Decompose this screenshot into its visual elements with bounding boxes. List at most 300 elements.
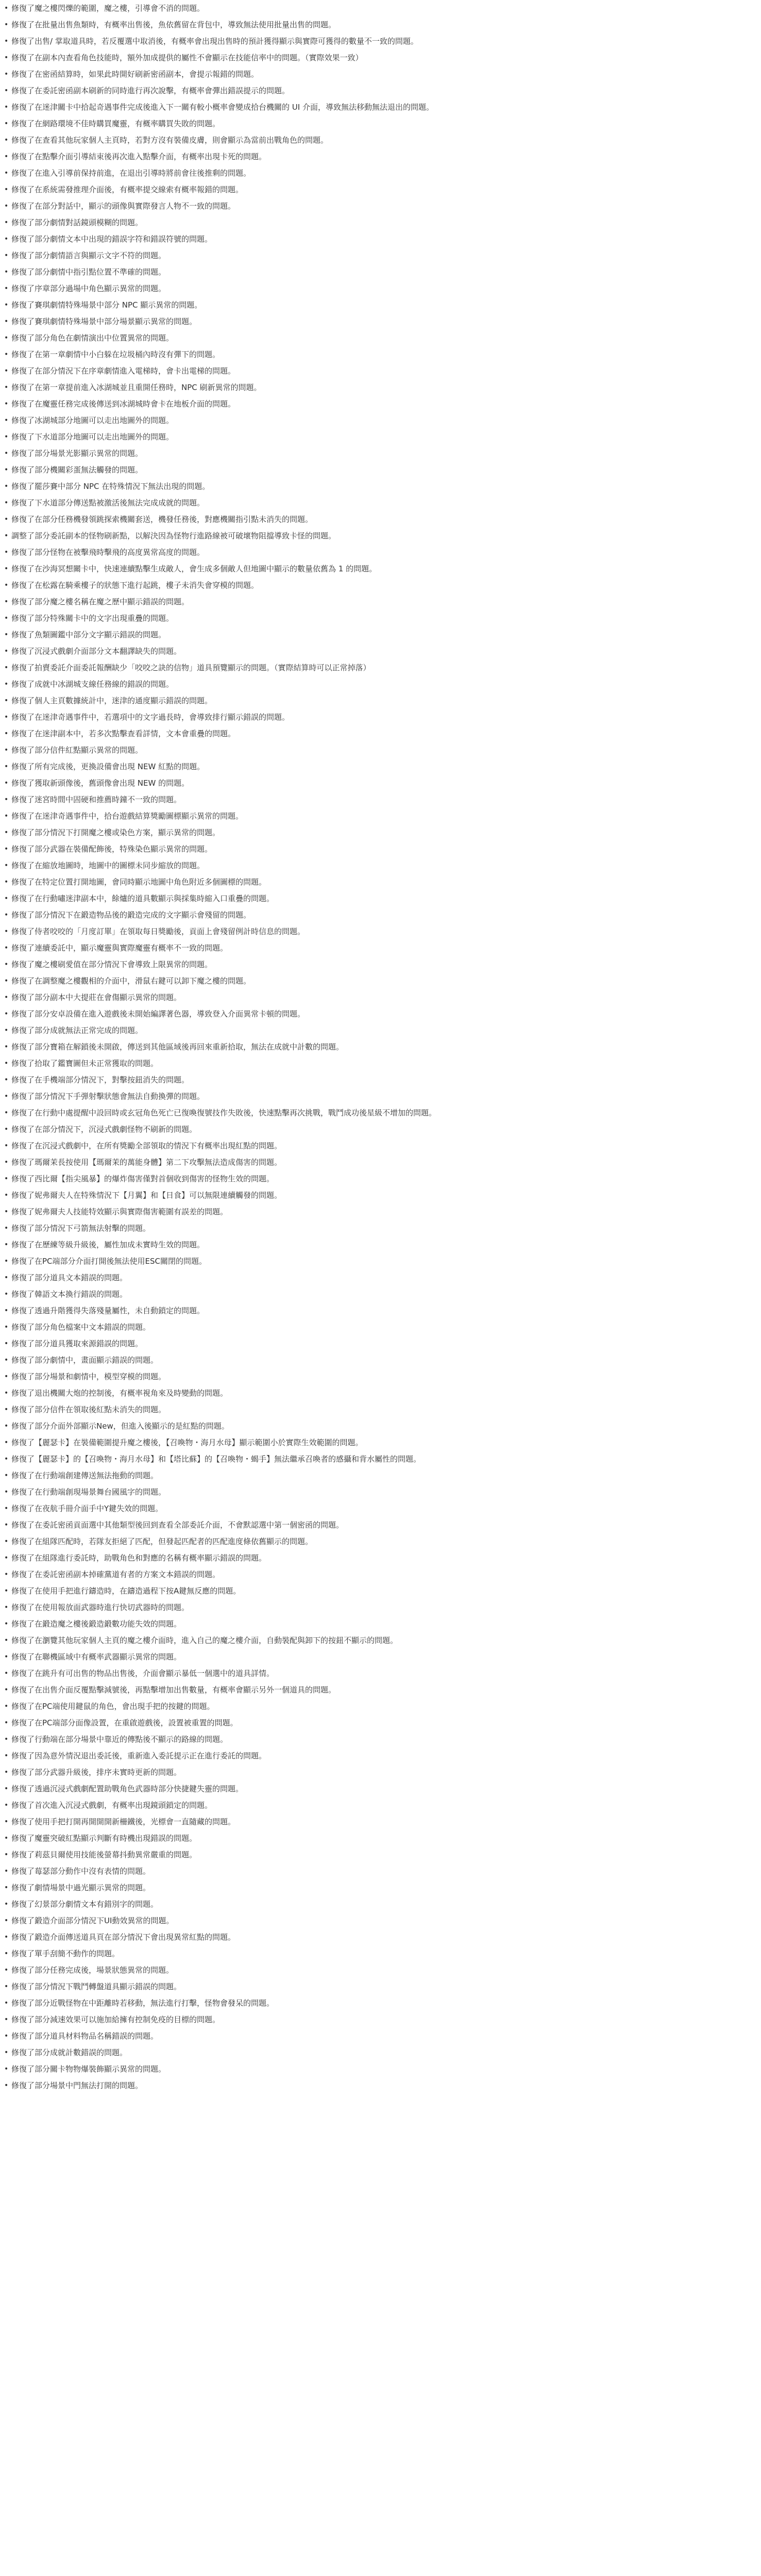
patch-note-item xyxy=(3,247,761,264)
patch-note-item xyxy=(3,1583,761,1599)
patch-note-item xyxy=(3,1220,761,1236)
patch-note-text: 修復了在第一章劇情中小白躲在垃圾桶內時沒有彈下的問題。 xyxy=(11,350,221,359)
patch-note-text: 修復了序章部分過場中角色顯示異常的問題。 xyxy=(11,284,166,293)
patch-note-item xyxy=(3,1302,761,1319)
bullet-icon: • xyxy=(4,1950,9,1958)
patch-note-item xyxy=(3,1945,761,1962)
patch-note-item xyxy=(3,973,761,989)
patch-note-item xyxy=(3,1929,761,1945)
patch-note-item xyxy=(3,33,761,49)
patch-note-text: 修復了在網路環境不佳時購買魔靈，有概率購買失敗的問題。 xyxy=(11,119,221,128)
patch-note-text: 修復了在特定位置打開地圖，會同時顯示地圖中角色附近多個圖標的問題。 xyxy=(11,877,267,887)
patch-note-item xyxy=(3,1121,761,1138)
patch-note-text: 修復了在部分對話中，顯示的頭像與實際發言人物不一致的問題。 xyxy=(11,201,236,211)
bullet-icon: • xyxy=(4,1372,9,1381)
bullet-icon: • xyxy=(4,1356,9,1364)
bullet-icon: • xyxy=(4,746,9,754)
bullet-icon: • xyxy=(4,37,9,45)
bullet-icon: • xyxy=(4,169,9,177)
bullet-icon: • xyxy=(4,499,9,507)
patch-note-item xyxy=(3,1616,761,1632)
bullet-icon: • xyxy=(4,977,9,985)
patch-note-text: 修復了部分角色檔案中文本錯誤的問題。 xyxy=(11,1323,151,1332)
patch-note-text: 修復了部分寶箱在解鎖後未開啟，傳送到其他區域後再回來重新拾取，無法在成就中計數的問題。 xyxy=(11,1042,344,1052)
patch-note-text: 修復了在部分任務機發領跳探索機關套送，機發任務後，對應機關指引點未消失的問題。 xyxy=(11,515,313,524)
bullet-icon: • xyxy=(4,21,9,29)
patch-note-item xyxy=(3,2077,761,2094)
patch-note-text: 修復了下水道部分地圖可以走出地圖外的問題。 xyxy=(11,432,174,442)
patch-note-item xyxy=(3,1319,761,1335)
bullet-icon: • xyxy=(4,1669,9,1677)
patch-note-text: 修復了在魔靈任務完成後傳送到冰湖城時會卡在地板介面的問題。 xyxy=(11,399,236,409)
patch-note-item xyxy=(3,1105,761,1121)
patch-note-text: 調整了部分委託副本的怪物刷新點，以解決因為怪物行進路線被可破壞物阻擋導致卡怪的問題。 xyxy=(11,531,336,540)
patch-note-item xyxy=(3,412,761,429)
patch-note-item xyxy=(3,940,761,956)
patch-note-item xyxy=(3,1451,761,1467)
patch-note-item xyxy=(3,346,761,363)
patch-note-item xyxy=(3,989,761,1006)
bullet-icon: • xyxy=(4,845,9,853)
patch-note-item xyxy=(3,1088,761,1105)
patch-note-text: 修復了在松露在騎乘樓子的狀態下進行起跳，樓子未消失會穿模的問題。 xyxy=(11,581,259,590)
patch-note-text: 修復了部分成就計數錯誤的問題。 xyxy=(11,2048,128,2057)
patch-note-text: 修復了鍛造介面部分情況下UI動效異常的問題。 xyxy=(11,1916,174,1925)
patch-note-text: 修復了在部分情況下在序章劇情進入電梯時，會卡出電梯的問題。 xyxy=(11,366,236,376)
patch-note-item xyxy=(3,841,761,857)
patch-note-item xyxy=(3,907,761,923)
patch-note-item xyxy=(3,1072,761,1088)
bullet-icon: • xyxy=(4,1554,9,1562)
bullet-icon: • xyxy=(4,1274,9,1282)
patch-note-item xyxy=(3,1039,761,1055)
patch-note-text: 修復了連續委託中，顯示魔靈與實際魔靈有概率不一致的問題。 xyxy=(11,943,228,953)
patch-note-text: 修復了部分情況下在鍛造物品後的鍛造完成的文字顯示會殘留的問題。 xyxy=(11,910,251,920)
patch-note-item xyxy=(3,1253,761,1269)
patch-note-text: 修復了部分安卓設備在進入遊戲後未開始編譯著色器，導致登入介面異常卡頓的問題。 xyxy=(11,1009,306,1019)
bullet-icon: • xyxy=(4,1340,9,1348)
bullet-icon: • xyxy=(4,4,9,12)
bullet-icon: • xyxy=(4,1142,9,1150)
patch-note-text: 修復了部分近戰怪物在中距離時若移動，無法進行打擊，怪物會發呆的問題。 xyxy=(11,1998,275,2008)
patch-note-text: 修復了在第一章提前進入冰湖城並且重開任務時，NPC 刷新異常的問題。 xyxy=(11,383,262,392)
patch-note-text: 修復了部分武器在裝備配飾後，特殊染色顯示異常的問題。 xyxy=(11,844,213,854)
patch-note-text: 修復了退出機關大炮的控制後，有概率視角來及時變動的問題。 xyxy=(11,1388,228,1398)
patch-note-text: 修復了在委託密函副本刷新的同時進行再次說擊，有概率會彈出錯誤提示的問題。 xyxy=(11,86,290,95)
patch-note-item xyxy=(3,791,761,808)
patch-note-item xyxy=(3,2061,761,2077)
bullet-icon: • xyxy=(4,1109,9,1117)
patch-note-text: 修復了在手機端部分情況下，對擊按鈕消失的問題。 xyxy=(11,1075,190,1084)
bullet-icon: • xyxy=(4,185,9,194)
bullet-icon: • xyxy=(4,449,9,457)
patch-note-item xyxy=(3,1154,761,1171)
bullet-icon: • xyxy=(4,532,9,540)
patch-note-text: 修復了在使用手把進行鑄造時，在鑄造過程下按A鍵無反應的問題。 xyxy=(11,1586,241,1596)
patch-note-text: 修復了部分場景和劇情中，模型穿模的問題。 xyxy=(11,1372,166,1381)
bullet-icon: • xyxy=(4,680,9,688)
bullet-icon: • xyxy=(4,1933,9,1941)
bullet-icon: • xyxy=(4,1768,9,1776)
patch-note-text: 修復了在迷津關卡中拾起奇遇事件完成後進入下一關有較小概率會變成拾台機關的 UI 介面，導致無法移動無法退出的問題。 xyxy=(11,103,434,112)
patch-note-text: 修復了在PC端部分介面打開後無法使用ESC關閉的問題。 xyxy=(11,1257,207,1266)
bullet-icon: • xyxy=(4,1290,9,1298)
bullet-icon: • xyxy=(4,861,9,870)
patch-note-item xyxy=(3,165,761,181)
patch-note-text: 修復了透過沉浸式戲劇配置助戰角色武器時部分快捷鍵失靈的問題。 xyxy=(11,1784,244,1793)
patch-note-text: 修復了在部分情況下，沉浸式戲劇怪物不刷新的問題。 xyxy=(11,1125,197,1134)
patch-note-text: 修復了在組隊進行委託時，助戰角色和對應的名稱有概率顯示錯誤的問題。 xyxy=(11,1553,267,1563)
patch-note-text: 修復了部分魔之樓名稱在魔之歷中顯示錯誤的問題。 xyxy=(11,597,190,606)
bullet-icon: • xyxy=(4,367,9,375)
patch-note-item xyxy=(3,1814,761,1830)
bullet-icon: • xyxy=(4,1257,9,1265)
patch-note-item xyxy=(3,1748,761,1764)
patch-note-text: 修復了在鍛造魔之樓後鍛造鍛數功能失效的問題。 xyxy=(11,1619,182,1629)
bullet-icon: • xyxy=(4,1059,9,1067)
patch-note-text: 修復了在系統需發推理介面後，有概率提交線索有概率報錯的問題。 xyxy=(11,185,244,194)
patch-note-item xyxy=(3,2044,761,2061)
patch-note-text: 修復了部分劇情文本中出現的錯誤字符和錯誤符號的問題。 xyxy=(11,234,213,244)
patch-note-item xyxy=(3,561,761,577)
bullet-icon: • xyxy=(4,1010,9,1018)
patch-note-text: 修復了在進入引導前保持前進，在退出引導時將前會往後推剩的問題。 xyxy=(11,168,251,178)
patch-note-text: 修復了魔靈突破紅點顯示判斷有時機出現錯誤的問題。 xyxy=(11,1834,197,1843)
bullet-icon: • xyxy=(4,1636,9,1645)
bullet-icon: • xyxy=(4,1191,9,1199)
patch-note-text: 修復了部分怪物在被擊飛時擊飛的高度異常高度的問題。 xyxy=(11,548,205,557)
patch-note-item xyxy=(3,148,761,165)
bullet-icon: • xyxy=(4,87,9,95)
patch-note-text: 修復了在密函結算時，如果此時開好刷新密函副本，會提示報錯的問題。 xyxy=(11,70,259,79)
patch-note-item xyxy=(3,297,761,313)
patch-note-item xyxy=(3,1698,761,1715)
patch-note-text: 修復了在行動嘯迷津副本中，餘爐的道具數顯示與採集時縮入口重疊的問題。 xyxy=(11,894,275,903)
patch-note-item xyxy=(3,956,761,973)
patch-note-item xyxy=(3,264,761,280)
bullet-icon: • xyxy=(4,1389,9,1397)
bullet-icon: • xyxy=(4,1851,9,1859)
patch-note-text: 修復了在跳升有可出售的物品出售後，介面會顯示暴低一個選中的道具詳情。 xyxy=(11,1669,275,1678)
patch-note-item xyxy=(3,643,761,659)
patch-note-text: 修復了部分介面外部顯示New，但進入後顯示的是紅點的問題。 xyxy=(11,1421,229,1431)
patch-note-text: 修復了在使用報放面武器時進行快切武器時的問題。 xyxy=(11,1603,190,1612)
bullet-icon: • xyxy=(4,1241,9,1249)
bullet-icon: • xyxy=(4,2048,9,2057)
bullet-icon: • xyxy=(4,1587,9,1595)
patch-note-item xyxy=(3,1055,761,1072)
patch-note-text: 修復了鍛造介面傳送道具頁在部分情況下會出現異常紅點的問題。 xyxy=(11,1933,236,1942)
patch-note-text: 修復了首次進入沉浸式戲劇，有概率出現鏡頭鎖定的問題。 xyxy=(11,1801,213,1810)
patch-note-item xyxy=(3,1006,761,1022)
bullet-icon: • xyxy=(4,235,9,243)
patch-note-item xyxy=(3,115,761,132)
bullet-icon: • xyxy=(4,911,9,919)
patch-note-item xyxy=(3,495,761,511)
patch-note-item xyxy=(3,1352,761,1368)
bullet-icon: • xyxy=(4,218,9,227)
patch-note-item xyxy=(3,2028,761,2044)
bullet-icon: • xyxy=(4,1405,9,1414)
patch-note-text: 修復了個人主頁數據統計中，迷津的通度顯示錯誤的問題。 xyxy=(11,696,213,705)
bullet-icon: • xyxy=(4,2081,9,2090)
bullet-icon: • xyxy=(4,1092,9,1100)
bullet-icon: • xyxy=(4,1208,9,1216)
patch-note-item xyxy=(3,313,761,330)
patch-note-item xyxy=(3,1830,761,1846)
patch-note-item xyxy=(3,890,761,907)
patch-note-text: 修復了單手刮簡不動作的問題。 xyxy=(11,1949,120,1958)
bullet-icon: • xyxy=(4,482,9,490)
patch-note-text: 修復了幻景部分劇情文本有錯別字的問題。 xyxy=(11,1900,159,1909)
patch-note-item xyxy=(3,1533,761,1550)
bullet-icon: • xyxy=(4,2065,9,2073)
patch-note-text: 修復了出售/ 掌取道具時，若反覆選中取消後，有概率會出現出售時的預計獲得顯示與實際可獲得的數量不一致的問題。 xyxy=(11,37,418,46)
patch-note-item xyxy=(3,49,761,66)
bullet-icon: • xyxy=(4,960,9,969)
patch-note-item xyxy=(3,0,761,16)
bullet-icon: • xyxy=(4,647,9,655)
patch-note-text: 修復了在點擊介面引導結束後再次進入點擊介面，有概率出現卡死的問題。 xyxy=(11,152,267,161)
patch-note-item xyxy=(3,544,761,561)
patch-note-text: 修復了沉浸式戲劇介面部分文本翻譯缺失的問題。 xyxy=(11,647,182,656)
patch-note-item xyxy=(3,1138,761,1154)
bullet-icon: • xyxy=(4,697,9,705)
bullet-icon: • xyxy=(4,2032,9,2040)
bullet-icon: • xyxy=(4,565,9,573)
patch-note-text: 修復了在委託密函貢面選中其他類型後回到查看全部委託介面，不會默認選中第一個密函的問題。 xyxy=(11,1520,344,1530)
bullet-icon: • xyxy=(4,2015,9,2024)
patch-note-item xyxy=(3,2011,761,2028)
patch-note-text: 修復了部分道具材料物品名稱錯誤的問題。 xyxy=(11,2031,159,2041)
patch-note-item xyxy=(3,1401,761,1418)
bullet-icon: • xyxy=(4,1422,9,1430)
patch-note-text: 修復了在調整魔之樓觀相的介面中，滑鼠右鍵可以卸下魔之樓的問題。 xyxy=(11,976,251,986)
patch-note-item xyxy=(3,1368,761,1385)
patch-note-item xyxy=(3,1418,761,1434)
bullet-icon: • xyxy=(4,1867,9,1875)
bullet-icon: • xyxy=(4,1307,9,1315)
patch-note-text: 修復了在PC端部分面像設置，在重啟遊戲後，設置被重置的問題。 xyxy=(11,1718,238,1727)
patch-note-text: 修復了賽琪劇情特殊場景中部分 NPC 顯示異常的問題。 xyxy=(11,300,202,310)
bullet-icon: • xyxy=(4,878,9,886)
patch-note-text: 修復了在夜航手冊介面手中Y鍵失效的問題。 xyxy=(11,1504,163,1513)
patch-note-item xyxy=(3,610,761,626)
patch-note-item xyxy=(3,1467,761,1484)
bullet-icon: • xyxy=(4,383,9,392)
bullet-icon: • xyxy=(4,993,9,1002)
patch-note-text: 修復了部分情況下戰鬥轉盤道具顯示錯誤的問題。 xyxy=(11,1982,182,1991)
patch-note-text: 修復了在迷津奇遇事件中，若選項中的文字過長時，會導致排行顯示錯誤的問題。 xyxy=(11,713,290,722)
patch-note-text: 修復了獲取新頭像後，舊頭像會出現 NEW 的問題。 xyxy=(11,778,190,788)
patch-note-item xyxy=(3,1187,761,1204)
bullet-icon: • xyxy=(4,730,9,738)
patch-note-item xyxy=(3,824,761,841)
patch-note-text: 修復了賽琪劇情特殊場景中部分場景顯示異常的問題。 xyxy=(11,317,197,326)
patch-note-item xyxy=(3,363,761,379)
patch-note-text: 修復了在歷練等級升級後，屬性加成未實時生效的問題。 xyxy=(11,1240,205,1249)
bullet-icon: • xyxy=(4,1966,9,1974)
patch-note-item xyxy=(3,429,761,445)
bullet-icon: • xyxy=(4,631,9,639)
patch-note-text: 修復了部分信件紅點顯示異常的問題。 xyxy=(11,745,143,755)
patch-note-item xyxy=(3,594,761,610)
bullet-icon: • xyxy=(4,1323,9,1331)
patch-note-text: 修復了罷莎賽中部分 NPC 在特殊情況下無法出現的問題。 xyxy=(11,482,210,491)
bullet-icon: • xyxy=(4,828,9,837)
patch-note-item xyxy=(3,1731,761,1748)
patch-note-text: 修復了拍賣委託介面委託報酬缺少「咬咬之訣的信物」道具預覽顯示的問題。（實際結算時可以正常掉落） xyxy=(11,663,371,672)
patch-note-item xyxy=(3,16,761,33)
patch-note-text: 修復了部分場景中門無法打開的問題。 xyxy=(11,2081,143,2090)
patch-note-item xyxy=(3,99,761,115)
patch-note-item xyxy=(3,1846,761,1863)
patch-note-text: 修復了莉茲貝爾使用技能後螢幕抖動異常嚴重的問題。 xyxy=(11,1850,197,1859)
bullet-icon: • xyxy=(4,54,9,62)
patch-note-item xyxy=(3,132,761,148)
patch-note-item xyxy=(3,1879,761,1896)
patch-note-item xyxy=(3,82,761,99)
patch-note-item xyxy=(3,1863,761,1879)
bullet-icon: • xyxy=(4,1686,9,1694)
patch-note-text: 修復了部分特殊關卡中的文字出現重疊的問題。 xyxy=(11,614,174,623)
patch-note-text: 修復了在行動中處提醒中設回時或玄冠角色死亡已復喚復號技作失敗後，快速點擊再次挑戰，戰鬥成功後星級不增加的問題。 xyxy=(11,1108,437,1117)
patch-note-item xyxy=(3,1978,761,1995)
patch-note-item xyxy=(3,1649,761,1665)
patch-note-text: 修復了部分任務完成後，場景狀態異常的問題。 xyxy=(11,1965,174,1975)
patch-note-item xyxy=(3,1434,761,1451)
bullet-icon: • xyxy=(4,1917,9,1925)
patch-note-text: 修復了妮弗爾夫人在特殊情況下【月翼】和【日食】可以無限連續觸發的問題。 xyxy=(11,1191,282,1200)
patch-note-text: 修復了部分道具獲取來源錯誤的問題。 xyxy=(11,1339,143,1348)
patch-note-text: 修復了在批量出售魚類時，有概率出售後，魚依舊留在背包中，導致無法使用批量出售的問題。 xyxy=(11,20,336,29)
patch-note-item xyxy=(3,1484,761,1500)
patch-note-text: 修復了拾取了鑑寶圖但未正常獲取的問題。 xyxy=(11,1059,159,1068)
patch-note-item xyxy=(3,528,761,544)
patch-note-item xyxy=(3,1781,761,1797)
patch-note-text: 修復了部分情況下打開魔之樓或染色方案，顯示異常的問題。 xyxy=(11,828,221,837)
bullet-icon: • xyxy=(4,762,9,771)
bullet-icon: • xyxy=(4,1455,9,1463)
patch-note-item xyxy=(3,1896,761,1912)
patch-note-text: 修復了侍者咬咬的「月度訂單」在領取每日獎勵後，貢面上會殘留例計時信息的問題。 xyxy=(11,927,306,936)
patch-note-text: 修復了部分成就無法正常完成的問題。 xyxy=(11,1026,143,1035)
bullet-icon: • xyxy=(4,1785,9,1793)
bullet-icon: • xyxy=(4,1043,9,1051)
patch-note-text: 修復了部分關卡物物爆裝飾顯示異常的問題。 xyxy=(11,2064,166,2074)
bullet-icon: • xyxy=(4,1752,9,1760)
patch-note-text: 修復了在迷津副本中，若多次點擊查看詳情，文本會重疊的問題。 xyxy=(11,729,236,738)
bullet-icon: • xyxy=(4,944,9,952)
patch-note-item xyxy=(3,181,761,198)
patch-note-item xyxy=(3,692,761,709)
patch-note-item xyxy=(3,725,761,742)
patch-note-text: 修復了在PC端使用鍵鼠的角色，會出現手把的按鍵的問題。 xyxy=(11,1702,215,1711)
patch-note-text: 修復了部分劇情中，畫面顯示錯誤的問題。 xyxy=(11,1355,159,1365)
bullet-icon: • xyxy=(4,1603,9,1612)
patch-note-item xyxy=(3,1962,761,1978)
patch-note-text: 修復了韓語文本換行錯誤的問題。 xyxy=(11,1290,128,1299)
bullet-icon: • xyxy=(4,1076,9,1084)
bullet-icon: • xyxy=(4,1702,9,1710)
patch-note-item xyxy=(3,280,761,297)
patch-note-item xyxy=(3,1995,761,2011)
patch-note-item xyxy=(3,1517,761,1533)
patch-note-item xyxy=(3,379,761,396)
patch-note-item xyxy=(3,445,761,462)
patch-note-item xyxy=(3,626,761,643)
patch-note-text: 修復了在瀏覽其他玩家個人主頁的魔之樓介面時，進入自己的魔之樓介面，自動裝配與卸下的按鈕不顯示的問題。 xyxy=(11,1636,398,1645)
patch-note-text: 修復了在組隊匹配時，若隊友拒絕了匹配，但發起匹配者的匹配進度條依舊顯示的問題。 xyxy=(11,1537,313,1546)
patch-note-text: 修復了部分角色在劇情演出中位置異常的問題。 xyxy=(11,333,174,343)
patch-note-text: 修復了魚類圖鑑中部分文字顯示錯誤的問題。 xyxy=(11,630,166,639)
patch-note-item xyxy=(3,1682,761,1698)
patch-note-text: 修復了迷宮時間中固硬和推薦時鐘不一致的問題。 xyxy=(11,795,182,804)
patch-note-text: 修復了部分情況下手弾射擊狀態會無法自動換彈的問題。 xyxy=(11,1092,205,1101)
bullet-icon: • xyxy=(4,1175,9,1183)
patch-note-text: 修復了部分信件在領取後紅點未消失的問題。 xyxy=(11,1405,166,1414)
patch-note-text: 修復了部分劇情中指引點位置不準確的問題。 xyxy=(11,267,166,277)
patch-note-text: 修復了下水道部分傳送點被激活後無法完成成就的問題。 xyxy=(11,498,205,507)
patch-note-text: 修復了在行動端創建傳送無法拖動的問題。 xyxy=(11,1471,159,1480)
patch-note-item xyxy=(3,1236,761,1253)
bullet-icon: • xyxy=(4,301,9,309)
bullet-icon: • xyxy=(4,894,9,903)
bullet-icon: • xyxy=(4,120,9,128)
patch-note-item xyxy=(3,1632,761,1649)
bullet-icon: • xyxy=(4,103,9,111)
patch-note-text: 修復了在沙海冥想關卡中，快速連續點擊生成敵人，會生成多個敵人但地圖中顯示的數量依舊為 1 的問題。 xyxy=(11,564,377,573)
patch-note-text: 修復了劇情場景中過光顯示異常的問題。 xyxy=(11,1883,151,1892)
patch-note-text: 修復了部分劇情語言與顯示文字不符的問題。 xyxy=(11,251,166,260)
bullet-icon: • xyxy=(4,1158,9,1166)
patch-note-item xyxy=(3,775,761,791)
patch-note-text: 修復了魔之樓閃爍的範圍，魔之樓，引導會不消的問題。 xyxy=(11,4,205,13)
bullet-icon: • xyxy=(4,1620,9,1628)
patch-note-item xyxy=(3,659,761,676)
patch-note-item xyxy=(3,676,761,692)
bullet-icon: • xyxy=(4,1570,9,1579)
patch-note-item xyxy=(3,923,761,940)
bullet-icon: • xyxy=(4,251,9,260)
patch-note-text: 修復了因為意外情況退出委託後，重新進入委託提示正在進行委託的問題。 xyxy=(11,1751,267,1760)
patch-note-text: 修復了【麗瑟卡】在裝備範圍提升魔之樓後，【召喚物・海月水母】顯示範圍小於實際生效範圍的問題。 xyxy=(11,1438,363,1447)
patch-note-item xyxy=(3,1912,761,1929)
patch-note-item xyxy=(3,231,761,247)
bullet-icon: • xyxy=(4,795,9,804)
patch-note-item xyxy=(3,857,761,874)
bullet-icon: • xyxy=(4,1438,9,1447)
patch-note-item xyxy=(3,330,761,346)
bullet-icon: • xyxy=(4,284,9,293)
patch-note-text: 修復了妮弗爾夫人技能特效顯示與實際傷害範圍有誤差的問題。 xyxy=(11,1207,228,1216)
patch-note-text: 修復了莓瑟部分動作中沒有表情的問題。 xyxy=(11,1867,151,1876)
patch-note-text: 修復了部分武器升級後，排序未實時更新的問題。 xyxy=(11,1768,182,1777)
patch-note-item xyxy=(3,758,761,775)
bullet-icon: • xyxy=(4,1900,9,1908)
bullet-icon: • xyxy=(4,1224,9,1232)
bullet-icon: • xyxy=(4,1488,9,1496)
patch-note-item xyxy=(3,1286,761,1302)
bullet-icon: • xyxy=(4,1884,9,1892)
patch-note-text: 修復了在迷津奇遇事件中，拾台遊戲結算獎勵圖標顯示異常的問題。 xyxy=(11,811,244,821)
patch-note-item xyxy=(3,1335,761,1352)
patch-note-item xyxy=(3,1204,761,1220)
bullet-icon: • xyxy=(4,581,9,589)
bullet-icon: • xyxy=(4,779,9,787)
patch-note-item xyxy=(3,1550,761,1566)
patch-note-text: 修復了在副本內查看角色技能時，額外加成提供的屬性不會顯示在技能信率中的問題。（實際效果一致） xyxy=(11,53,363,62)
